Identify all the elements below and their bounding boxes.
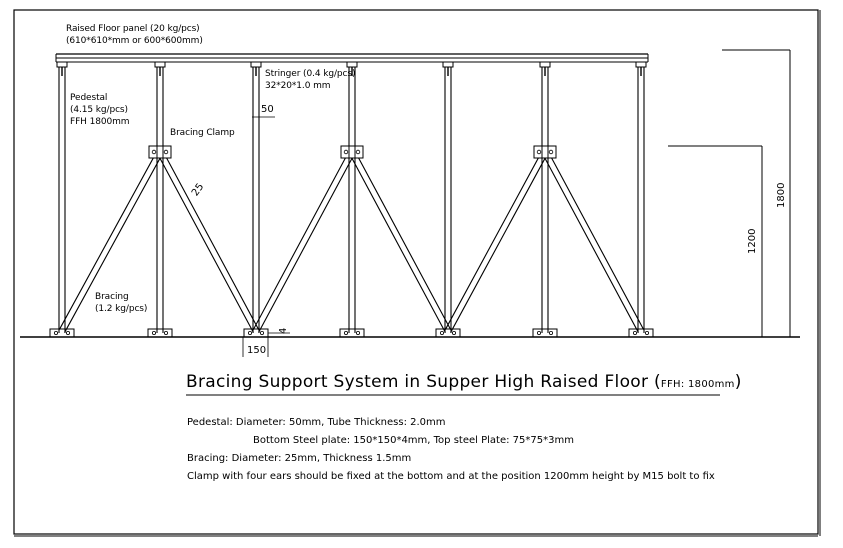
panel-label-line1: Raised Floor panel (20 kg/pcs) — [66, 24, 200, 34]
dimension-1200-label: 1200 — [747, 228, 758, 254]
bracing-tube — [157, 151, 258, 333]
pedestal — [436, 62, 460, 337]
stringer-label-line2: 32*20*1.0 mm — [265, 81, 331, 91]
drawing-border — [14, 10, 818, 534]
bracing-label-line1: Bracing — [95, 292, 129, 302]
pedestal — [148, 62, 172, 337]
dimension-1800-label: 1800 — [776, 182, 787, 208]
bracing-tube — [445, 151, 547, 333]
pedestal — [533, 62, 557, 337]
drawing-title-close: ) — [734, 372, 742, 392]
raised-floor-panel — [56, 54, 648, 62]
pedestal-label-line1: Pedestal — [70, 93, 108, 103]
bracing-tube — [542, 151, 643, 333]
bracing-clamp-label: Bracing Clamp — [170, 128, 235, 138]
bracing-clamp — [149, 146, 171, 158]
note-clamp: Clamp with four ears should be fixed at the bottom and at the position 1200mm height by M15 bolt to fix — [187, 471, 715, 482]
bracing-clamp — [341, 146, 363, 158]
bracing-label-line2: (1.2 kg/pcs) — [95, 304, 148, 314]
bracing-label — [95, 291, 147, 315]
note-steel-plates: Bottom Steel plate: 150*150*4mm, Top steel Plate: 75*75*3mm — [253, 435, 574, 446]
drawing-title-ffh: FFH: 1800mm — [660, 379, 735, 390]
pedestal-label-line2: (4.15 kg/pcs) — [70, 105, 128, 115]
dimension-25-label: 25 — [190, 181, 207, 199]
note-bracing: Bracing: Diameter: 25mm, Thickness 1.5mm — [187, 453, 412, 464]
pedestal-label — [70, 92, 129, 128]
bracing-tube — [349, 151, 450, 333]
drawing-title — [186, 372, 742, 392]
note-pedestal: Pedestal: Diameter: 50mm, Tube Thickness: 2.0mm — [187, 417, 446, 428]
dimension-4-label: 4 — [278, 327, 289, 334]
stringer-label-line1: Stringer (0.4 kg/pcs) — [265, 69, 356, 79]
pedestal-label-line3: FFH 1800mm — [70, 117, 130, 127]
drawing-title-main: Bracing Support System in Supper High Raised Floor ( — [186, 372, 661, 392]
panel-label — [66, 23, 203, 47]
stringer-label — [265, 68, 355, 92]
bracing-tube — [253, 151, 354, 333]
pedestal — [340, 62, 364, 337]
dimension-50-label: 50 — [261, 104, 274, 115]
pedestal — [629, 62, 653, 337]
panel-label-line2: (610*610*mm or 600*600mm) — [66, 36, 203, 46]
dimension-150-label: 150 — [247, 345, 267, 356]
bracing-clamp — [534, 146, 556, 158]
